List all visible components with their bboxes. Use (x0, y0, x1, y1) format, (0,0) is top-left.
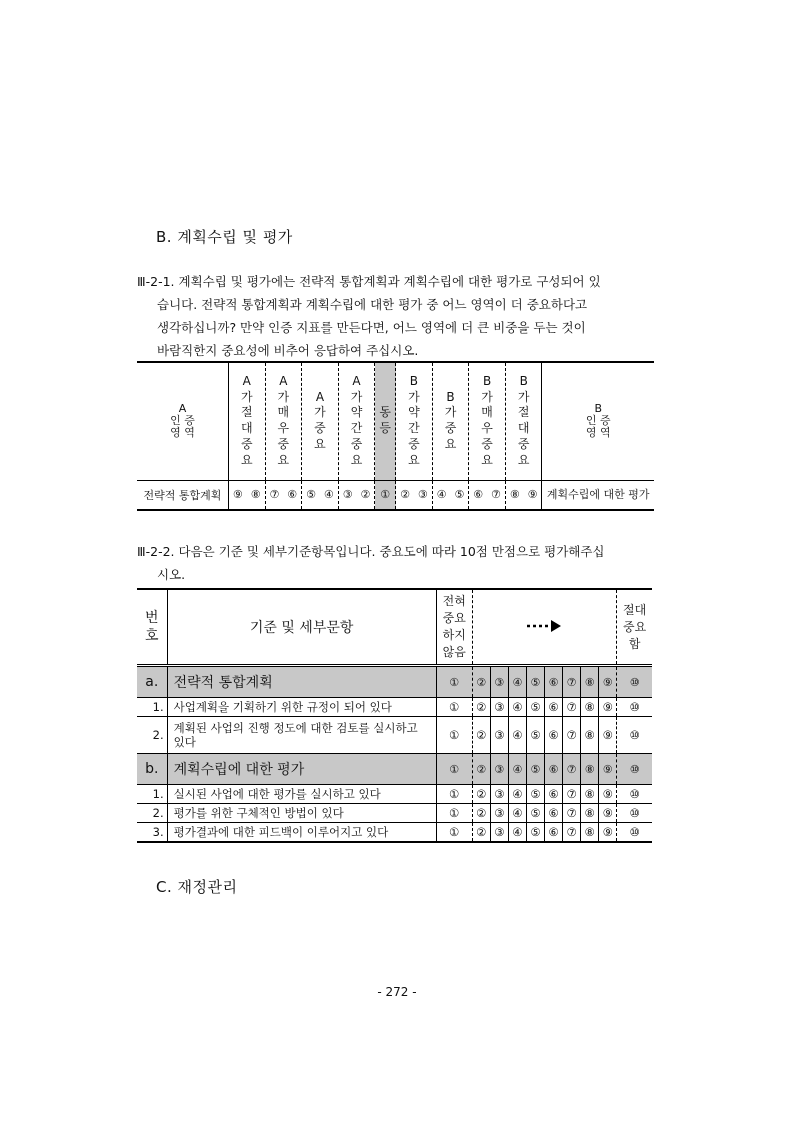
rating-choice-2[interactable]: ② (472, 823, 490, 843)
rating-choice-7[interactable]: ⑦ (563, 717, 581, 754)
scale-col-b-absolute: B 가 절 대 중 요 (505, 362, 542, 480)
rating-choice-2[interactable]: ② (472, 804, 490, 823)
choice-a3[interactable]: ③ (338, 480, 356, 510)
rating-choice-6[interactable]: ⑥ (545, 823, 563, 843)
rating-choice-9[interactable]: ⑨ (599, 754, 617, 785)
rating-choice-5[interactable]: ⑤ (526, 666, 544, 698)
section-row (137, 666, 652, 698)
rating-choice-9[interactable]: ⑨ (599, 804, 617, 823)
scale-col-a-important: A 가 중 요 (302, 362, 339, 480)
section-b-heading: B. 계획수립 및 평가 (156, 228, 293, 246)
row-text: 전략적 통합계획 (167, 666, 436, 698)
section-c-heading: C. 재정관리 (156, 878, 238, 896)
choice-b2[interactable]: ② (396, 480, 414, 510)
rating-choice-1[interactable]: ① (436, 785, 472, 804)
rating-choice-8[interactable]: ⑧ (581, 754, 599, 785)
rating-choice-1[interactable]: ① (436, 666, 472, 698)
rating-choice-5[interactable]: ⑤ (526, 698, 544, 717)
header-very-important: 절대 중요 함 (617, 589, 652, 666)
choice-a5[interactable]: ⑤ (302, 480, 320, 510)
rating-choice-7[interactable]: ⑦ (563, 804, 581, 823)
area-b-label: B (594, 402, 603, 416)
scale-col-equal: 동 등 (375, 362, 396, 480)
question-2 (137, 540, 657, 586)
rating-choice-10[interactable]: ⑩ (617, 666, 652, 698)
row-text: 평가를 위한 구체적인 방법이 있다 (167, 804, 436, 823)
header-arrow (472, 589, 617, 666)
area-a-head (137, 362, 228, 480)
choice-b5[interactable]: ⑤ (451, 480, 469, 510)
rating-choice-6[interactable]: ⑥ (545, 785, 563, 804)
rating-choice-8[interactable]: ⑧ (581, 804, 599, 823)
rating-choice-10[interactable]: ⑩ (617, 698, 652, 717)
rating-choice-1[interactable]: ① (436, 804, 472, 823)
rating-choice-8[interactable]: ⑧ (581, 717, 599, 754)
item-row (137, 804, 652, 823)
comparison-table (137, 361, 654, 511)
rating-choice-4[interactable]: ④ (508, 717, 526, 754)
rating-choice-1[interactable]: ① (436, 717, 472, 754)
rating-choice-7[interactable]: ⑦ (563, 823, 581, 843)
rating-choice-7[interactable]: ⑦ (563, 666, 581, 698)
rating-choice-3[interactable]: ③ (490, 785, 508, 804)
area-b-line2: 인 증 (585, 414, 611, 428)
rating-choice-10[interactable]: ⑩ (617, 717, 652, 754)
rating-choice-3[interactable]: ③ (490, 666, 508, 698)
rating-header-row (137, 589, 652, 666)
question-1-line2: 습니다. 전략적 통합계획과 계획수립에 대한 평가 중 어느 영역이 더 중요하다고 (157, 297, 588, 312)
rating-choice-7[interactable]: ⑦ (563, 785, 581, 804)
rating-choice-10[interactable]: ⑩ (617, 754, 652, 785)
row-number: 2. (137, 804, 167, 823)
question-1 (137, 270, 657, 362)
rating-choice-9[interactable]: ⑨ (599, 823, 617, 843)
row-text: 평가결과에 대한 피드백이 이루어지고 있다 (167, 823, 436, 843)
rating-choice-10[interactable]: ⑩ (617, 804, 652, 823)
question-1-line3: 생각하십니까? 만약 인증 지표를 만든다면, 어느 영역에 더 큰 비중을 두는 것이 (157, 320, 586, 335)
row-area-b: 계획수립에 대한 평가 (542, 480, 654, 510)
row-number: b. (137, 754, 167, 785)
scale-col-a-very: A 가 매 우 중 요 (265, 362, 302, 480)
row-text: 계획된 사업의 진행 정도에 대한 검토를 실시하고 있다 (167, 717, 436, 754)
area-a-line2: 인 증 (170, 414, 195, 428)
rating-choice-10[interactable]: ⑩ (617, 785, 652, 804)
row-number: 1. (137, 698, 167, 717)
choice-b8[interactable]: ⑧ (505, 480, 523, 510)
choice-b7[interactable]: ⑦ (487, 480, 505, 510)
rating-choice-8[interactable]: ⑧ (581, 666, 599, 698)
rating-choice-3[interactable]: ③ (490, 754, 508, 785)
rating-choice-3[interactable]: ③ (490, 717, 508, 754)
arrow-right-icon (525, 618, 565, 634)
row-number: 3. (137, 823, 167, 843)
choice-equal[interactable]: ① (375, 480, 396, 510)
rating-choice-4[interactable]: ④ (508, 754, 526, 785)
header-number: 번 호 (145, 610, 159, 644)
rating-choice-6[interactable]: ⑥ (545, 754, 563, 785)
scale-col-a-slightly: A 가 약 간 중 요 (338, 362, 375, 480)
item-row (137, 717, 652, 754)
rating-table (137, 588, 652, 843)
area-a-label: A (178, 402, 187, 416)
row-text: 사업계획을 기획하기 위한 규정이 되어 있다 (167, 698, 436, 717)
item-row (137, 698, 652, 717)
choice-b4[interactable]: ④ (432, 480, 450, 510)
item-row (137, 823, 652, 843)
rating-choice-3[interactable]: ③ (490, 823, 508, 843)
comparison-answer-row (137, 480, 654, 510)
page-number: - 272 - (377, 985, 417, 999)
row-text: 실시된 사업에 대한 평가를 실시하고 있다 (167, 785, 436, 804)
choice-a4[interactable]: ④ (320, 480, 338, 510)
header-item: 기준 및 세부문항 (167, 589, 436, 666)
question-2-line2: 시오. (157, 567, 186, 582)
choice-a7[interactable]: ⑦ (265, 480, 283, 510)
rating-choice-9[interactable]: ⑨ (599, 717, 617, 754)
area-b-head (542, 362, 654, 480)
choice-b9[interactable]: ⑨ (524, 480, 542, 510)
rating-choice-9[interactable]: ⑨ (599, 698, 617, 717)
row-number: 2. (137, 717, 167, 754)
rating-choice-6[interactable]: ⑥ (545, 698, 563, 717)
rating-choice-5[interactable]: ⑤ (526, 717, 544, 754)
rating-choice-8[interactable]: ⑧ (581, 698, 599, 717)
header-not-important: 전혀 중요 하지 않음 (436, 589, 472, 666)
rating-choice-3[interactable]: ③ (490, 698, 508, 717)
rating-choice-10[interactable]: ⑩ (617, 823, 652, 843)
row-number: 1. (137, 785, 167, 804)
area-b-line3: 영 역 (585, 426, 611, 440)
rating-choice-5[interactable]: ⑤ (526, 804, 544, 823)
question-1-number: Ⅲ-2-1. (137, 274, 175, 289)
rating-choice-5[interactable]: ⑤ (526, 823, 544, 843)
question-2-number: Ⅲ-2-2. (137, 544, 175, 559)
row-area-a: 전략적 통합계획 (137, 480, 228, 510)
rating-choice-4[interactable]: ④ (508, 823, 526, 843)
rating-choice-5[interactable]: ⑤ (526, 754, 544, 785)
rating-choice-1[interactable]: ① (436, 698, 472, 717)
item-row (137, 785, 652, 804)
rating-choice-9[interactable]: ⑨ (599, 666, 617, 698)
rating-choice-2[interactable]: ② (472, 698, 490, 717)
area-a-line3: 영 역 (170, 426, 195, 440)
rating-choice-2[interactable]: ② (472, 754, 490, 785)
rating-choice-8[interactable]: ⑧ (581, 823, 599, 843)
scale-col-a-absolute: A 가 절 대 중 요 (228, 362, 265, 480)
question-2-line1: 다음은 기준 및 세부기준항목입니다. 중요도에 따라 10점 만점으로 평가해주십 (178, 544, 605, 559)
rating-choice-4[interactable]: ④ (508, 698, 526, 717)
rating-choice-4[interactable]: ④ (508, 785, 526, 804)
rating-choice-6[interactable]: ⑥ (545, 717, 563, 754)
rating-choice-2[interactable]: ② (472, 666, 490, 698)
rating-choice-6[interactable]: ⑥ (545, 804, 563, 823)
rating-choice-7[interactable]: ⑦ (563, 698, 581, 717)
rating-choice-3[interactable]: ③ (490, 804, 508, 823)
choice-b6[interactable]: ⑥ (469, 480, 487, 510)
choice-a8[interactable]: ⑧ (247, 480, 265, 510)
rating-choice-6[interactable]: ⑥ (545, 666, 563, 698)
rating-choice-5[interactable]: ⑤ (526, 785, 544, 804)
row-number: a. (137, 666, 167, 698)
rating-choice-4[interactable]: ④ (508, 666, 526, 698)
rating-choice-2[interactable]: ② (472, 717, 490, 754)
rating-choice-7[interactable]: ⑦ (563, 754, 581, 785)
rating-choice-9[interactable]: ⑨ (599, 785, 617, 804)
choice-a9[interactable]: ⑨ (228, 480, 246, 510)
rating-choice-1[interactable]: ① (436, 823, 472, 843)
choice-a2[interactable]: ② (357, 480, 375, 510)
question-1-line4: 바람직한지 중요성에 비추어 응답하여 주십시오. (157, 343, 419, 358)
choice-b3[interactable]: ③ (414, 480, 432, 510)
section-row (137, 754, 652, 785)
rating-choice-2[interactable]: ② (472, 785, 490, 804)
rating-choice-8[interactable]: ⑧ (581, 785, 599, 804)
comparison-header-row (137, 362, 654, 480)
scale-col-b-important: B 가 중 요 (432, 362, 469, 480)
question-1-line1: 계획수립 및 평가에는 전략적 통합계획과 계획수립에 대한 평가로 구성되어 있 (178, 274, 601, 289)
rating-choice-1[interactable]: ① (436, 754, 472, 785)
row-text: 계획수립에 대한 평가 (167, 754, 436, 785)
rating-choice-4[interactable]: ④ (508, 804, 526, 823)
scale-col-b-very: B 가 매 우 중 요 (469, 362, 506, 480)
scale-col-b-slightly: B 가 약 간 중 요 (396, 362, 433, 480)
choice-a6[interactable]: ⑥ (283, 480, 301, 510)
